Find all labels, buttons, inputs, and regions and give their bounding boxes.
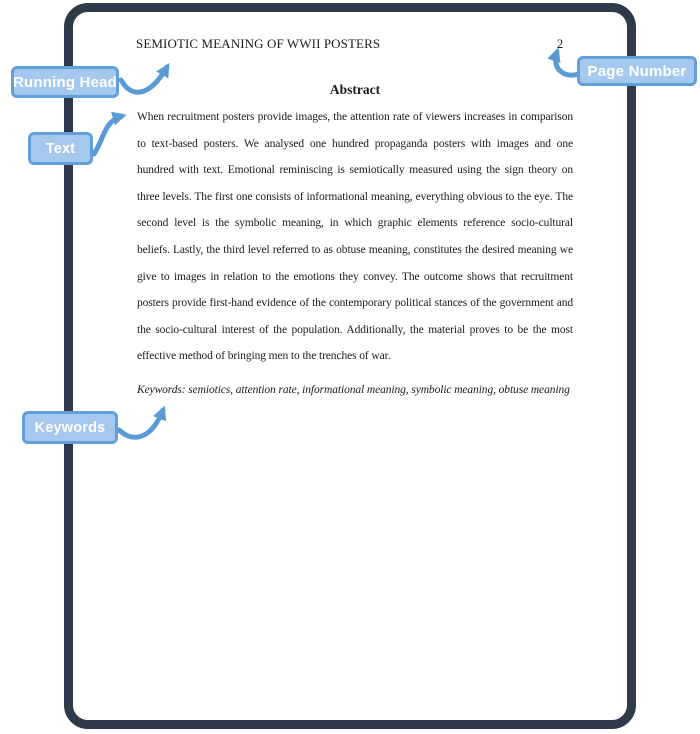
callout-text: [28, 132, 93, 165]
callout-page-number: [577, 56, 697, 86]
callout-text-label: Text: [45, 140, 76, 157]
running-head: SEMIOTIC MEANING OF WWII POSTERS: [136, 36, 381, 51]
abstract-heading: Abstract: [329, 82, 381, 97]
callout-page-number-label: Page Number: [587, 62, 687, 80]
callout-running-head-label: Running Head: [12, 73, 118, 91]
callout-running-head: [11, 66, 119, 98]
callout-keywords: [22, 411, 118, 444]
abstract-paragraph: When recruitment posters provide images, the attention rate of viewers increases in comparison to text-based posters. We analysed one hundred propaganda posters with images and one hundred with text. Emotional reminiscing is semiotically measured using the sign theory on three levels. The first one consists of informational meaning, everything obvious to the eye. The second level is the symbolic meaning, in which graphic elements reference socio-cultural beliefs. Lastly, the third level referred to as obtuse meaning, constitutes the desired meaning we give to images in relation to the emotions they convey. The outcome shows that recruitment posters provide first-hand evidence of the contemporary political stances of the government and the socio-cultural interest of the population. Additionally, the material proves to be the most effective method of bringing men to the trenches of war.: [137, 111, 573, 363]
callout-keywords-label: Keywords: [34, 419, 106, 436]
page-number: 2: [556, 36, 564, 51]
keywords-line: Keywords: semiotics, attention rate, informational meaning, symbolic meaning, obtuse meaning: [137, 384, 570, 396]
